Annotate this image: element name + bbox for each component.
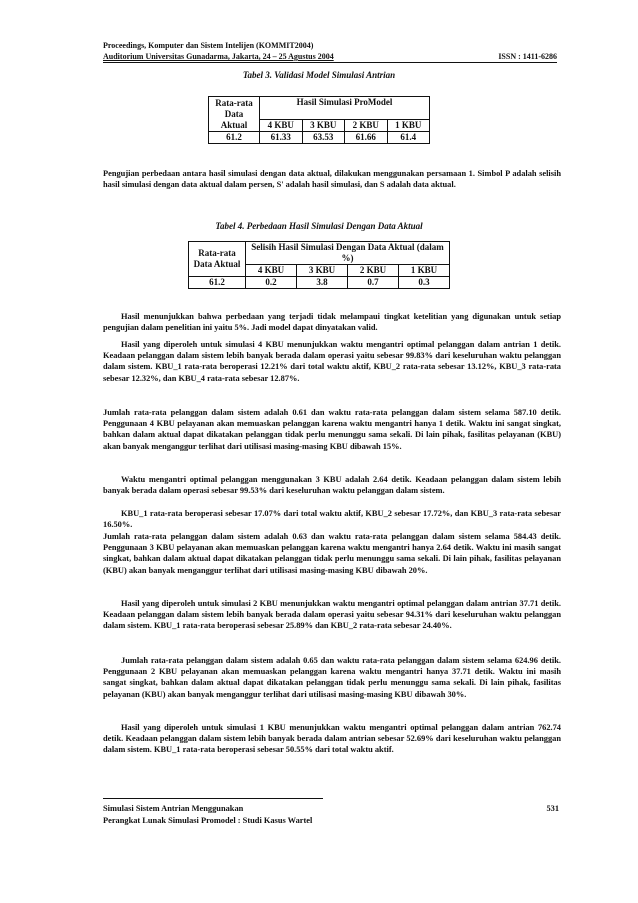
table3-cell: 63.53 — [302, 132, 345, 144]
paragraph-text: Waktu mengantri optimal pelanggan menggunakan 3 KBU adalah 2.64 detik. Keadaan pelanggan dalam sistem lebih banyak berada dalam operasi sebesar 99.53% dari keseluruhan waktu pelanggan dalam sistem. — [103, 475, 561, 496]
table3-group-header: Hasil Simulasi ProModel — [260, 97, 430, 120]
table3-cell: 61.66 — [345, 132, 388, 144]
table3 — [208, 96, 430, 144]
paragraph-1kbu-result — [103, 722, 561, 756]
paragraph-2kbu-result — [103, 598, 561, 632]
table3-cell: 61.33 — [260, 132, 303, 144]
paragraph-text: Hasil menunjukkan bahwa perbedaan yang terjadi tidak melampaui tingkat ketelitian yang digunakan untuk setiap pengujian dalam penelitian ini yaitu 5%. Jadi model dapat dinyatakan valid. — [103, 312, 561, 333]
table4-group-header: Selisih Hasil Simulasi Dengan Data Aktual (dalam %) — [246, 242, 450, 265]
venue-line: Auditorium Universitas Gunadarma, Jakarta, 24 – 25 Agustus 2004 — [103, 52, 334, 61]
paragraph-2kbu-system — [103, 655, 561, 700]
table3-cell: 61.2 — [209, 132, 260, 144]
paragraph-text: Hasil yang diperoleh untuk simulasi 2 KBU menunjukkan waktu mengantri optimal pelanggan dalam antrian 37.71 detik. Keadaan pelanggan dalam sistem lebih banyak berada dalam operasi yaitu sebesar 94.31% dari keseluruhan waktu pelanggan dalam sistem. KBU_1 rata-rata beroperasi sebesar 25.89% dan KBU_2 rata-rata sebesar 24.40%. — [103, 599, 561, 631]
table4-cell: 0.2 — [246, 277, 297, 289]
paragraph-4kbu-system: Jumlah rata-rata pelanggan dalam sistem adalah 0.61 dan waktu rata-rata pelanggan dalam sistem selama 587.10 detik. Penggunaan 4 KBU pelayanan akan memuaskan pelanggan karena waktu mengantri hanya 1 detik. Waktu ini sangat singkat, bahkan dalam aktual dapat dikatakan pelanggan tidak perlu menunggu sama sekali. Di lain pihak, fasilitas pelayanan (KBU) akan banyak menganggur terlihat dari utilisasi masing-masing KBU dibawah 15%. — [103, 408, 561, 451]
table4-subheader: 3 KBU — [296, 265, 347, 277]
table3-caption: Tabel 3. Validasi Model Simulasi Antrian — [242, 70, 396, 80]
footer-rule — [103, 798, 323, 799]
table3-col1-header: Rata-rata Data Aktual — [209, 97, 260, 132]
paragraph-3kbu-utilization — [103, 508, 561, 530]
page-footer — [103, 798, 559, 827]
paragraph-text: Hasil yang diperoleh untuk simulasi 4 KBU menunjukkan waktu mengantri optimal pelanggan dalam antrian 1 detik. Keadaan pelanggan dalam sistem lebih banyak berada dalam operasi yaitu sebesar 99.83% dari keseluruhan waktu pelanggan dalam sistem. KBU_1 rata-rata beroperasi 12.21% dari total waktu aktif, KBU_2 rata-rata sebesar 13.12%, KBU_3 rata-rata sebesar 12.32%, dan KBU_4 rata-rata sebesar 12.87%. — [103, 340, 561, 383]
table3-cell: 61.4 — [387, 132, 430, 144]
table4-cell: 0.7 — [347, 277, 398, 289]
paragraph-text: Jumlah rata-rata pelanggan dalam sistem adalah 0.65 dan waktu rata-rata pelanggan dalam sistem selama 624.96 detik. Penggunaan 2 KBU pelayanan akan memuaskan pelanggan karena waktu mengantri hanya 37.71 detik. Waktu ini masih sangat singkat, bahkan dalam aktual dapat dikatakan pelanggan tidak perlu menunggu sama sekali. Di lain pihak, fasilitas pelayanan (KBU) akan banyak menganggur terlihat dari utilisasi masing-masing KBU dibawah 30%. — [103, 656, 561, 699]
table4-cell: 0.3 — [398, 277, 449, 289]
paragraph-3kbu-system: Jumlah rata-rata pelanggan dalam sistem adalah 0.63 dan waktu rata-rata pelanggan dalam sistem selama 584.43 detik. Penggunaan 3 KBU pelayanan akan memuaskan pelanggan karena waktu mengantri hanya 2.64 detik. Waktu ini masih sangat singkat, bahkan dalam aktual dapat dikatakan pelanggan tidak perlu menunggu sama sekali. Di lain pihak, fasilitas pelayanan (KBU) akan banyak menganggur terlihat dari utilisasi masing-masing KBU dibawah 20%. — [103, 532, 561, 575]
paragraph-3kbu-result — [103, 474, 561, 496]
table4-subheader: 1 KBU — [398, 265, 449, 277]
running-header — [103, 40, 557, 63]
paragraph-text: KBU_1 rata-rata beroperasi sebesar 17.07% dari total waktu aktif, KBU_2 sebesar 17.72%, dan KBU_3 rata-rata sebesar 16.50%. — [103, 509, 561, 530]
table4-subheader: 2 KBU — [347, 265, 398, 277]
table3-subheader: 3 KBU — [302, 120, 345, 132]
table4-cell: 3.8 — [296, 277, 347, 289]
table4-subheader: 4 KBU — [246, 265, 297, 277]
paragraph-text: Hasil yang diperoleh untuk simulasi 1 KBU menunjukkan waktu mengantri optimal pelanggan dalam antrian 762.74 detik. Keadaan pelanggan dalam sistem lebih banyak berada dalam antrian sebesar 52.69% dari keseluruhan waktu pelanggan dalam sistem. KBU_1 rata-rata beroperasi sebesar 50.55% dari total waktu aktif. — [103, 723, 561, 755]
page-number: 531 — [546, 804, 559, 813]
table4 — [188, 241, 450, 289]
footer-title-line2: Perangkat Lunak Simulasi Promodel : Studi Kasus Wartel — [103, 816, 313, 825]
paragraph-4kbu-result — [103, 339, 561, 384]
table3-subheader: 2 KBU — [345, 120, 388, 132]
table4-cell: 61.2 — [189, 277, 246, 289]
table3-subheader: 4 KBU — [260, 120, 303, 132]
table3-subheader: 1 KBU — [387, 120, 430, 132]
paragraph-equation-intro: Pengujian perbedaan antara hasil simulasi dengan data aktual, dilakukan menggunakan persamaan 1. Simbol P adalah selisih hasil simulasi dengan data aktual dalam persen, S' adalah hasil simulasi, dan S adalah data aktual. — [103, 169, 561, 190]
table4-col1-header: Rata-rata Data Aktual — [189, 242, 246, 277]
issn: ISSN : 1411-6286 — [498, 52, 557, 61]
paragraph-validity — [103, 311, 561, 333]
table4-caption: Tabel 4. Perbedaan Hasil Simulasi Dengan Data Aktual — [215, 221, 423, 231]
footer-title-line1: Simulasi Sistem Antrian Menggunakan — [103, 804, 244, 813]
proceedings-title: Proceedings, Komputer dan Sistem Intelijen (KOMMIT2004) — [103, 41, 314, 50]
